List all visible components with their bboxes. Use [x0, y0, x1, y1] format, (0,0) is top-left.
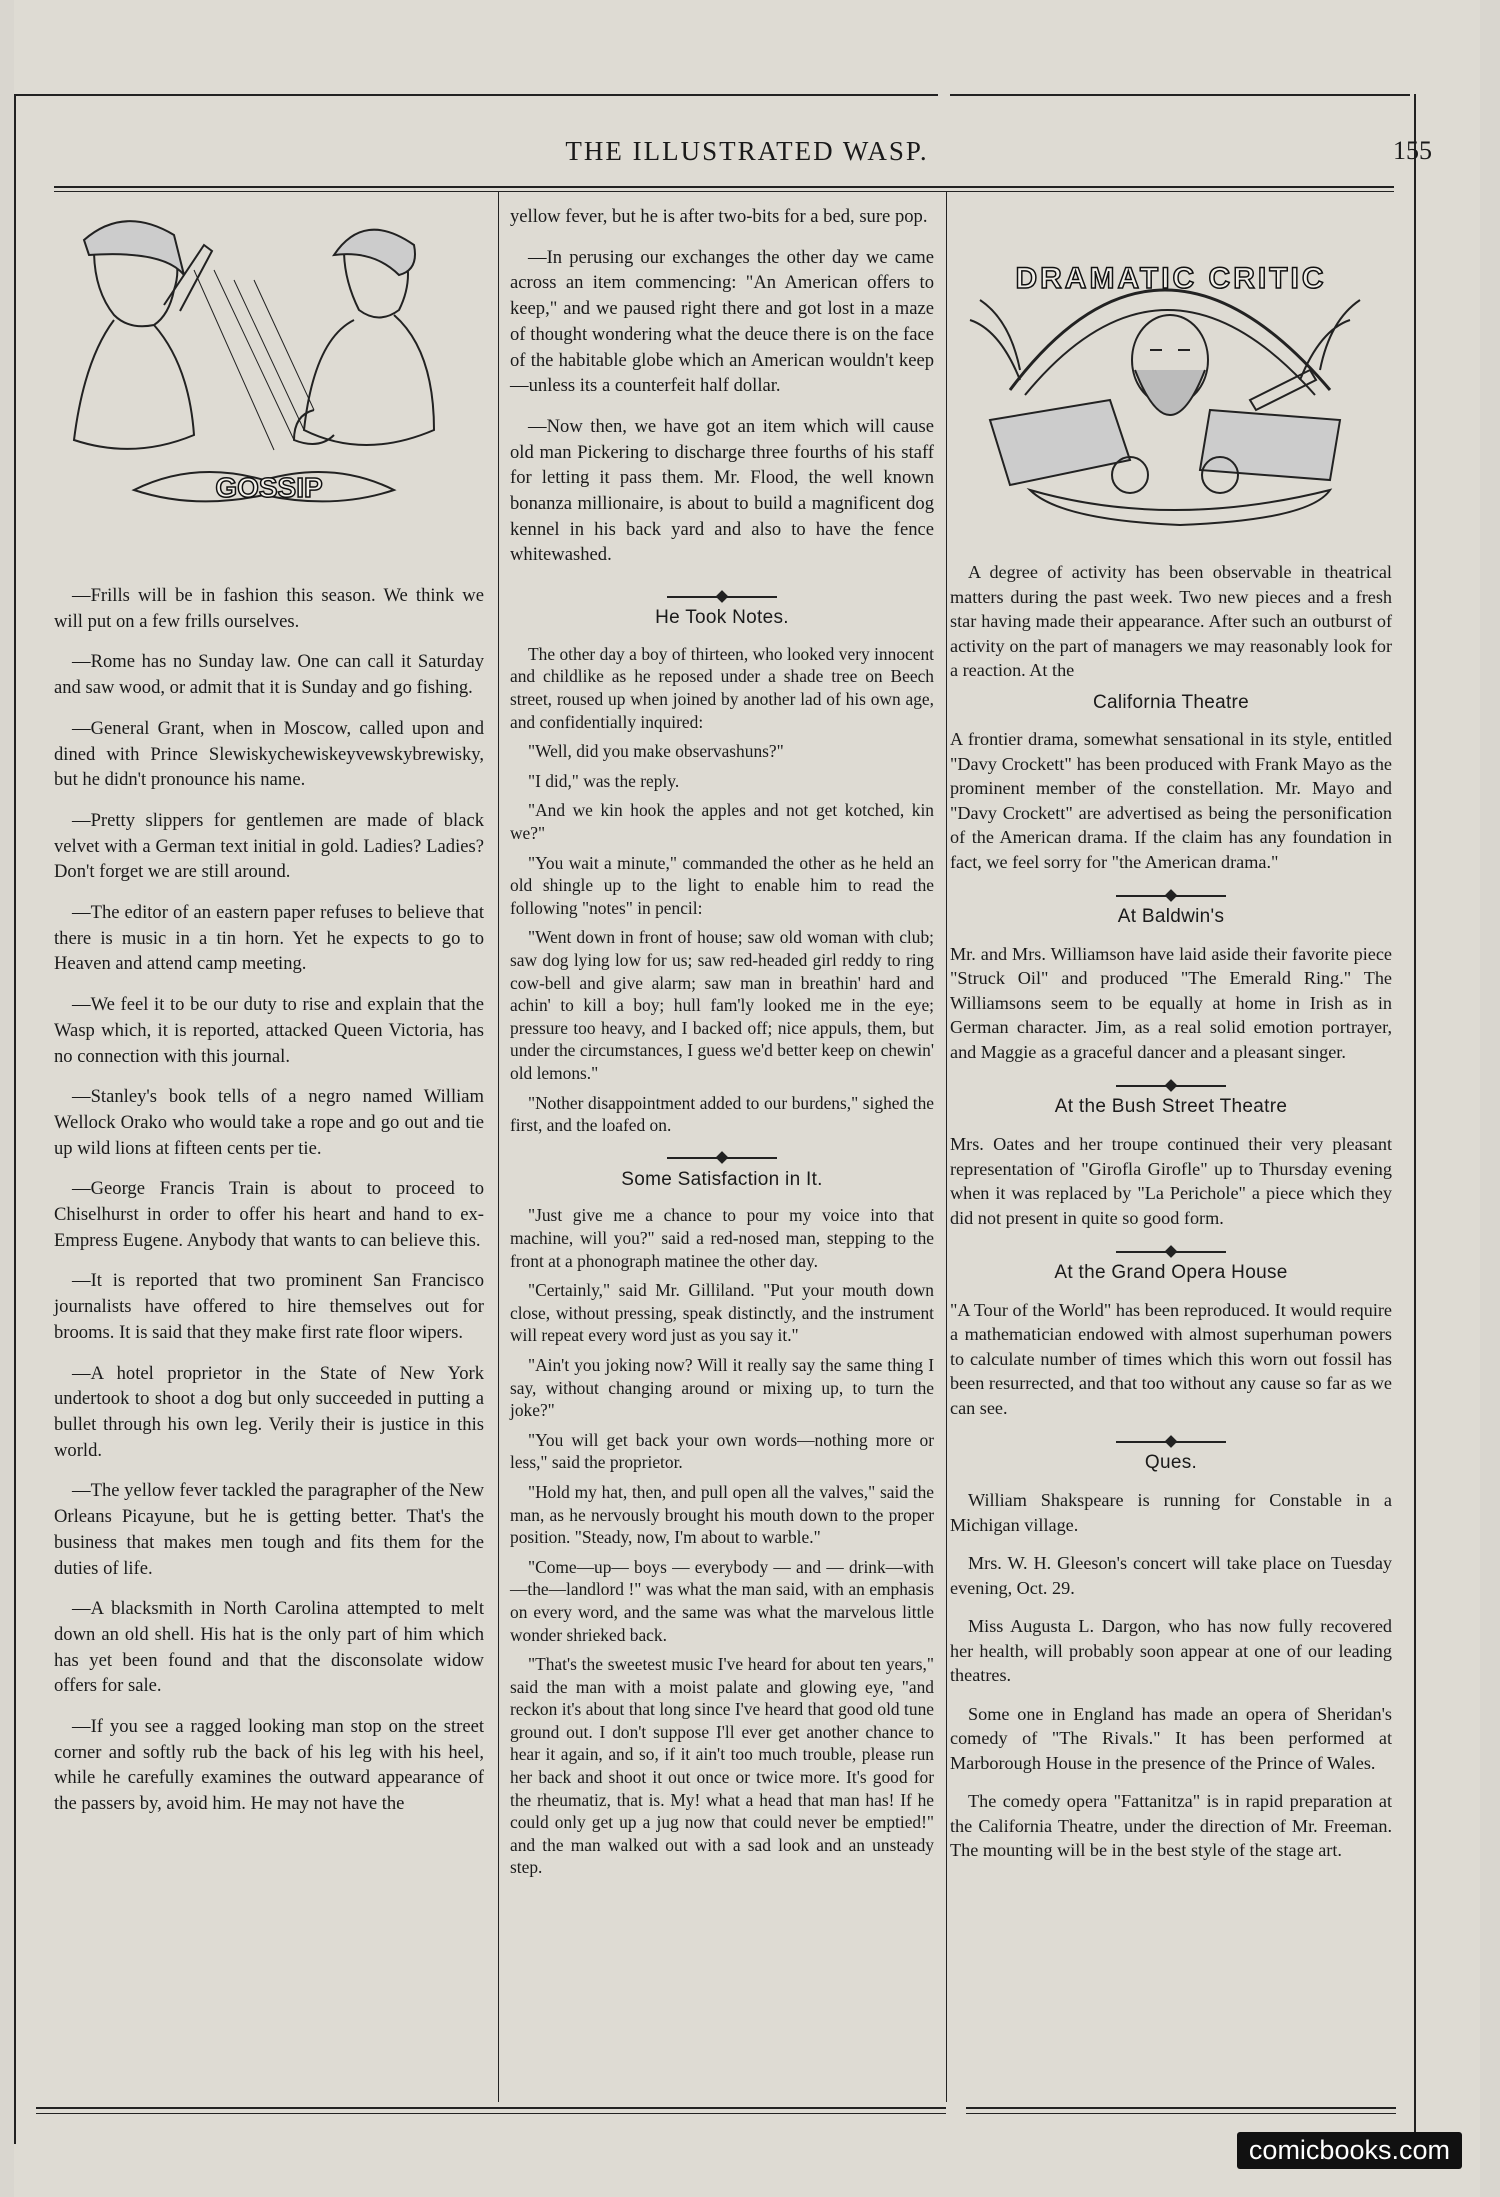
masthead-title: THE ILLUSTRATED WASP. [565, 136, 929, 166]
section-title-ques: Ques. [1144, 1452, 1198, 1474]
section-title-california: California Theatre [1092, 691, 1250, 713]
paragraph: Miss Augusta L. Dargon, who has now fully recovered her health, will probably soon appear at one of our leading theatres. [950, 1616, 1392, 1686]
paragraph: "I did," was the reply. [528, 770, 680, 791]
ornament-divider [950, 882, 1392, 892]
paragraph: —Now then, we have got an item which will cause old man Pickering to discharge three fourths of his staff for letting it pass them. Mr. Flood, the well known bonanza millionaire, is about to build a magnificent dog kennel in his back yard and also to have the fence whitewashed. [510, 415, 934, 566]
column-2 [510, 204, 934, 1886]
section-title-grand-opera: At the Grand Opera House [1054, 1262, 1288, 1284]
paragraph: "A Tour of the World" has been reproduced. It would require a mathematician endowed with almost superhuman powers to calculate number of times which this worn out fossil has been resurrected, and that too without any cause so far as we can see. [950, 1299, 1392, 1418]
section-title-baldwins: At Baldwin's [1117, 906, 1225, 928]
paragraph: "You wait a minute," commanded the other as he held an old shingle up to the light to enable him to read the following "notes" in pencil: [510, 852, 934, 918]
paragraph: "Hold my hat, then, and pull open all the valves," said the man, as he nervously brought his mouth down to the proper position. "Steady, now, I'm about to warble." [510, 1481, 934, 1548]
paragraph: "Just give me a chance to pour my voice into that machine, will you?" said a red-nosed man, stepping to the front at a phonograph matinee the other day. [510, 1205, 934, 1271]
header-rule-thin [54, 191, 1394, 192]
paragraph: —A blacksmith in North Carolina attempted to melt down an old shell. His hat is the only part of him which has yet been found and that the disconsolate widow offers for sale. [54, 1598, 484, 1697]
paragraph: A frontier drama, somewhat sensational in its style, entitled "Davy Crockett" has been produced with Frank Mayo as the prominent member of the constellation. Mr. Mayo and "Davy Crockett" are advertised as being the personification of the American drama. If the claim has any foundation in fact, we feel sorry for "the American drama." [950, 729, 1392, 872]
paragraph: "And we kin hook the apples and not get kotched, kin we?" [510, 800, 934, 843]
paragraph: A degree of activity has been observable in theatrical matters during the past week. Two new pieces and a fresh star having made their appearance. After such an outburst of activity on the part of managers we may reasonably look for a reaction. At the [950, 562, 1392, 680]
top-border [14, 94, 938, 96]
paragraph: William Shakspeare is running for Constable in a Michigan village. [950, 1490, 1392, 1535]
paragraph: —If you see a ragged looking man stop on the street corner and softly rub the back of his leg with his heel, while he carefully examines the outward appearance of the passers by, avoid him. He may not have the [54, 1716, 484, 1815]
paragraph: Mr. and Mrs. Williamson have laid aside their favorite piece "Struck Oil" and produced "The Emerald Ring." The Williamsons seem to be equally at home in Irish as in German character. Jim, as a real solid emotion portrayer, and Maggie as a graceful dancer and a pleasant singer. [950, 943, 1392, 1062]
section-title-took-notes: He Took Notes. [655, 607, 789, 629]
header-rule [54, 186, 1394, 188]
paragraph: —In perusing our exchanges the other day we came across an item commencing: "An American offers to keep," and we paused right there and got lost in a maze of thought wondering what the deuce there is on the face of the habitable globe which an American wouldn't keep—unless its a counterfeit half dollar. [510, 246, 934, 397]
bottom-rule-2 [36, 2113, 946, 2114]
column-divider-2 [946, 192, 947, 2102]
paragraph: —It is reported that two prominent San Francisco journalists have offered to hire themselves out for brooms. It is said that they make first rate floor wipers. [54, 1270, 484, 1343]
paragraph: —A hotel proprietor in the State of New York undertook to shoot a dog but only succeeded in putting a bullet through his own leg. Verily their is justice in this world. [54, 1362, 484, 1461]
paragraph: —Stanley's book tells of a negro named William Wellock Orako who would take a rope and go out and tie up wild lions at fifteen cents per tie. [54, 1086, 484, 1159]
ornament-divider [950, 1072, 1392, 1082]
critic-banner: DRAMATIC CRITIC [1015, 262, 1327, 295]
column-1 [54, 210, 484, 1832]
paragraph: —Frills will be in fashion this season. We think we will put on a few frills ourselves. [54, 585, 484, 632]
ornament-divider [510, 583, 934, 593]
magazine-page [14, 0, 1480, 2197]
paragraph: Mrs. W. H. Gleeson's concert will take place on Tuesday evening, Oct. 29. [950, 1553, 1392, 1598]
bottom-rule-right [966, 2107, 1396, 2109]
paragraph: —George Francis Train is about to proceed to Chiselhurst in order to offer his heart and hand to ex-Empress Eugene. Anybody that wants to can believe this. [54, 1178, 484, 1251]
paragraph: "Come—up— boys — everybody — and — drink—with—the—landlord !" was what the man said, with an emphasis on every word, and the same was what the marvelous little wonder shrieked back. [510, 1556, 934, 1645]
page-number: 155 [1393, 136, 1432, 165]
paragraph: yellow fever, but he is after two-bits for a bed, sure pop. [510, 206, 928, 227]
paragraph: "Went down in front of house; saw old woman with club; saw dog lying low for us; saw red-headed girl reddy to ring cow-bell and give alarm; saw man in breathin' hard and achin' to kill a boy; hull fam'ly looked me in the eye; pressure too heavy, and I backed off; nice appuls, them, but under the circumstances, I guess we'd better keep on chewin' old lemons." [510, 927, 934, 1083]
paragraph: "Well, did you make observashuns?" [528, 741, 784, 762]
right-border [1414, 94, 1416, 2144]
section-title-bush-street: At the Bush Street Theatre [1054, 1096, 1288, 1118]
paragraph: —General Grant, when in Moscow, called upon and dined with Prince Slewiskychewiskeyvewskybrewisky, but he didn't pronounce his name. [54, 717, 484, 791]
paragraph: "Ain't you joking now? Will it really say the same thing I say, without changing around or mixing up, to turn the joke?" [510, 1354, 934, 1421]
paragraph: "Certainly," said Mr. Gilliland. "Put your mouth down close, without pressing, speak distinctly, and the instrument will repeat every word just as you say it." [510, 1280, 934, 1346]
gossip-banner: GOSSIP [215, 472, 323, 503]
paragraph: —The editor of an eastern paper refuses to believe that there is music in a tin horn. Yet he expects to go to Heaven and attend camp meeting. [54, 902, 484, 975]
paragraph: Some one in England has made an opera of Sheridan's comedy of "The Rivals." It has been performed at Marborough House in the presence of the Prince of Wales. [950, 1703, 1392, 1773]
paragraph: "That's the sweetest music I've heard for about ten years," said the man with a moist palate and glowing eye, "and reckon it's about that long since I've heard that good old tune ground out. I don't suppose I'll ever get another chance to hear it again, and so, if it ain't too much trouble, please run her back and shoot it out once or twice more. It's good for the rheumatiz, that is. My! what a head that man has! If he could only get up a jug now that could never be emptied!" and the man walked out with a sad look and an unsteady step. [510, 1654, 934, 1878]
paragraph: Mrs. Oates and her troupe continued their very pleasant representation of "Girofla Girofle" up to Thursday evening when it was replaced by "La Perichole" a piece which they did not present in quite so good form. [950, 1134, 1392, 1228]
paragraph: The other day a boy of thirteen, who looked very innocent and childlike as he reposed under a shade tree on Beech street, roused up when joined by another lad of his own age, and confidentially inquired: [510, 643, 934, 732]
bottom-rule-right-2 [966, 2113, 1396, 2114]
left-border [14, 94, 16, 2144]
watermark-logo: comicbooks.com [1237, 2132, 1462, 2169]
paragraph: The comedy opera "Fattanitza" is in rapid preparation at the California Theatre, under the direction of Mr. Freeman. The mounting will be in the best style of the stage art. [950, 1791, 1392, 1861]
ornament-divider [950, 1428, 1392, 1438]
paragraph: "Nother disappointment added to our burdens," sighed the first, and the loafed on. [510, 1092, 934, 1136]
gossip-illustration [54, 210, 484, 565]
ornament-divider [950, 1238, 1392, 1248]
ornament-divider [510, 1145, 934, 1155]
top-border-right [950, 94, 1410, 96]
section-title-satisfaction: Some Satisfaction in It. [621, 1168, 823, 1190]
col1-paragraphs [54, 583, 484, 1817]
paragraph: —The yellow fever tackled the paragrapher of the New Orleans Picayune, but he is getting better. That's the business that makes men tough and fits them for the duties of life. [54, 1480, 484, 1579]
column-divider-1 [498, 192, 499, 2102]
dramatic-critic-illustration [950, 220, 1392, 540]
paragraph: "You will get back your own words—nothing more or less," said the proprietor. [510, 1429, 934, 1473]
bottom-rule [36, 2107, 946, 2109]
paragraph: —Rome has no Sunday law. One can call it Saturday and saw wood, or admit that it is Sunday and go fishing. [54, 651, 484, 699]
paragraph: —We feel it to be our duty to rise and explain that the Wasp which, it is reported, attacked Queen Victoria, has no connection with this journal. [54, 994, 484, 1067]
column-3 [950, 220, 1392, 1877]
paragraph: —Pretty slippers for gentlemen are made of black velvet with a German text initial in gold. Ladies? Ladies? Don't forget we are still around. [54, 809, 484, 883]
